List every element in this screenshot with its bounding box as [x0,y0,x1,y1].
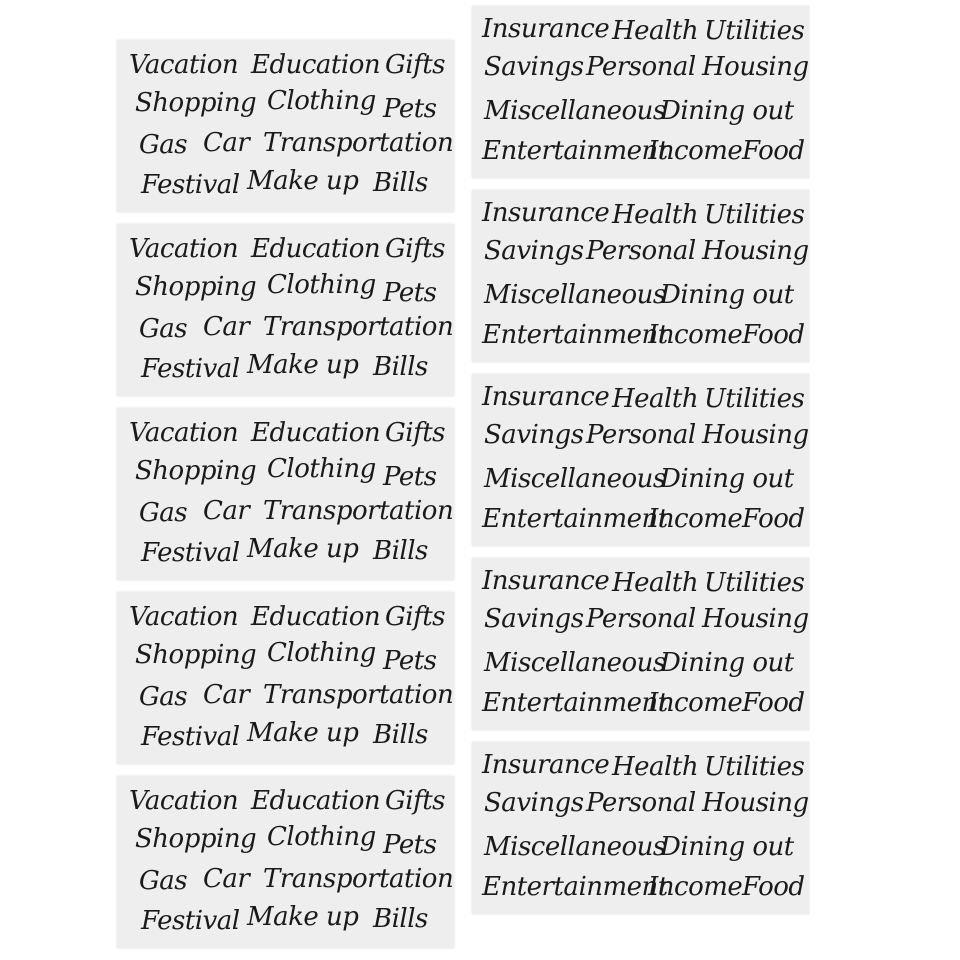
sticker-word: Education [251,786,381,816]
sticker-word: Gifts [385,602,445,632]
sticker-word: Miscellaneous [484,832,666,862]
sticker-word: Utilities [704,384,805,414]
sticker-word: Bills [373,168,428,198]
sticker-word: Clothing [267,86,376,116]
sticker-word: Gas [139,314,188,344]
right-sticker-sheet-3 [472,374,809,546]
sticker-word: Food [742,136,805,166]
sticker-word: Income [648,688,743,718]
sticker-word: Gifts [385,50,445,80]
sticker-word: Health [612,200,699,230]
sticker-word: Savings [484,604,584,634]
sticker-word: Health [612,568,699,598]
sticker-word: Miscellaneous [484,280,666,310]
sticker-word: Utilities [704,200,805,230]
sticker-word: Festival [141,170,240,200]
sticker-word: Pets [383,278,437,308]
sticker-word: Festival [141,354,240,384]
sticker-word: Income [648,136,743,166]
sticker-word: Make up [247,350,359,380]
sticker-word: Vacation [129,234,239,264]
sticker-word: Insurance [482,750,610,780]
sticker-word: Festival [141,538,240,568]
sticker-word: Transportation [263,864,454,894]
sticker-word: Housing [702,604,809,634]
sticker-word: Food [742,504,805,534]
left-sticker-sheet-2 [117,224,454,396]
sticker-word: Insurance [482,14,610,44]
sticker-word: Car [203,680,250,710]
sticker-word: Pets [383,94,437,124]
sticker-word: Insurance [482,382,610,412]
sticker-word: Utilities [704,752,805,782]
sticker-word: Vacation [129,50,239,80]
sticker-word: Education [251,418,381,448]
sticker-word: Personal [586,52,696,82]
sticker-word: Personal [586,236,696,266]
right-sticker-sheet-2 [472,190,809,362]
right-sticker-sheet-5 [472,742,809,914]
left-sticker-sheet-4 [117,592,454,764]
sticker-word: Transportation [263,312,454,342]
sticker-word: Clothing [267,270,376,300]
sticker-word: Entertainment [482,136,668,166]
sticker-word: Shopping [135,824,257,854]
sticker-word: Personal [586,604,696,634]
sticker-word: Bills [373,720,428,750]
sticker-word: Clothing [267,638,376,668]
sticker-word: Gas [139,130,188,160]
sticker-word: Dining out [660,96,794,126]
sticker-word: Shopping [135,456,257,486]
sticker-word: Entertainment [482,320,668,350]
right-sticker-sheet-4 [472,558,809,730]
sticker-word: Savings [484,52,584,82]
sticker-word: Entertainment [482,504,668,534]
sticker-word: Entertainment [482,688,668,718]
sticker-word: Savings [484,420,584,450]
sticker-word: Transportation [263,128,454,158]
sticker-word: Personal [586,420,696,450]
sticker-word: Health [612,384,699,414]
sticker-word: Bills [373,904,428,934]
sticker-word: Clothing [267,454,376,484]
sticker-word: Income [648,320,743,350]
sticker-word: Festival [141,722,240,752]
left-sticker-sheet-5 [117,776,454,948]
sticker-word: Miscellaneous [484,96,666,126]
sticker-word: Savings [484,788,584,818]
sticker-word: Food [742,320,805,350]
sticker-word: Clothing [267,822,376,852]
sticker-word: Housing [702,420,809,450]
sticker-word: Insurance [482,198,610,228]
left-sticker-sheet-3 [117,408,454,580]
sticker-word: Make up [247,718,359,748]
sticker-word: Dining out [660,280,794,310]
sticker-word: Festival [141,906,240,936]
sticker-word: Make up [247,534,359,564]
sticker-word: Bills [373,352,428,382]
sticker-word: Bills [373,536,428,566]
sticker-word: Savings [484,236,584,266]
sticker-word: Transportation [263,680,454,710]
sticker-word: Entertainment [482,872,668,902]
sticker-word: Gas [139,682,188,712]
sticker-word: Gifts [385,234,445,264]
sticker-word: Car [203,864,250,894]
sticker-word: Pets [383,462,437,492]
sticker-word: Car [203,312,250,342]
sticker-word: Make up [247,902,359,932]
sticker-word: Food [742,688,805,718]
sticker-word: Housing [702,52,809,82]
sticker-word: Vacation [129,418,239,448]
sticker-word: Shopping [135,88,257,118]
sticker-word: Pets [383,646,437,676]
sticker-word: Shopping [135,272,257,302]
sticker-word: Transportation [263,496,454,526]
sticker-word: Pets [383,830,437,860]
sticker-word: Food [742,872,805,902]
right-sticker-sheet-1 [472,6,809,178]
sticker-word: Personal [586,788,696,818]
sticker-word: Utilities [704,16,805,46]
sticker-word: Dining out [660,648,794,678]
sticker-word: Income [648,504,743,534]
sticker-word: Vacation [129,602,239,632]
sticker-word: Gifts [385,418,445,448]
sticker-word: Vacation [129,786,239,816]
sticker-word: Gifts [385,786,445,816]
sticker-word: Car [203,496,250,526]
sticker-word: Shopping [135,640,257,670]
sticker-word: Housing [702,788,809,818]
sticker-word: Housing [702,236,809,266]
sticker-word: Dining out [660,832,794,862]
sticker-word: Income [648,872,743,902]
left-sticker-sheet-1 [117,40,454,212]
sticker-word: Education [251,602,381,632]
sticker-word: Education [251,50,381,80]
sticker-word: Education [251,234,381,264]
sticker-word: Dining out [660,464,794,494]
sticker-word: Car [203,128,250,158]
sticker-word: Insurance [482,566,610,596]
sticker-word: Miscellaneous [484,464,666,494]
sticker-word: Health [612,16,699,46]
sticker-word: Make up [247,166,359,196]
sticker-word: Gas [139,498,188,528]
sticker-word: Health [612,752,699,782]
sticker-word: Gas [139,866,188,896]
sticker-word: Miscellaneous [484,648,666,678]
sticker-word: Utilities [704,568,805,598]
